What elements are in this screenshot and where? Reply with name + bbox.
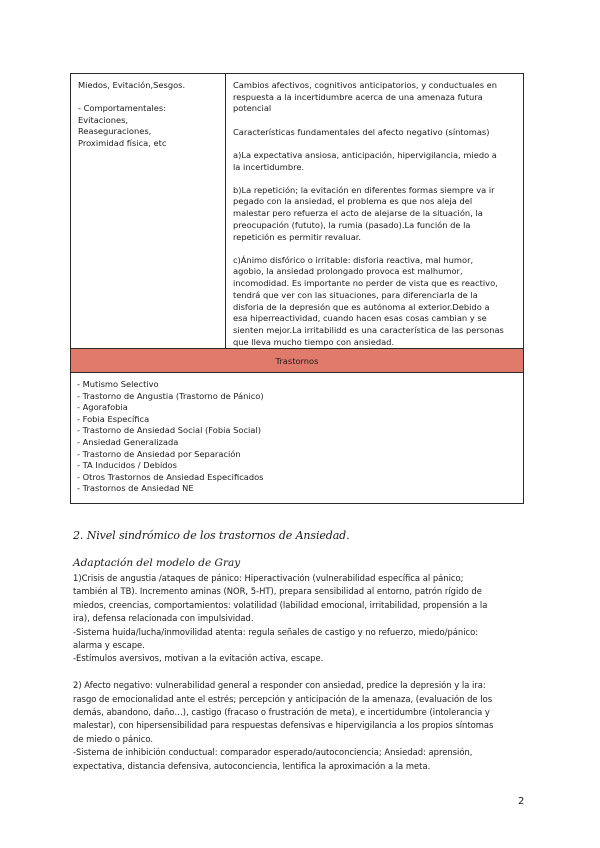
paragraph-line: 1)Crisis de angustia /ataques de pánico: Hiperactivación (vulnerabilidad específica al pánico; [73,573,464,583]
paragraph-line: 2) Afecto negativo: vulnerabilidad general a responder con ansiedad, predice la depresión y la ira: [73,680,486,691]
right-line: potencial [233,103,272,114]
list-item: - Trastorno de Angustia (Trastorno de Pánico) [77,390,264,401]
list-item: - Mutismo Selectivo [77,379,159,389]
paragraph-line: miedos, creencias, comportamientos: volatilidad (labilidad emocional, irritabilidad, propensión a la [73,599,488,610]
paragraph-line: malestar), con hipersensibilidad para respuestas defensivas e hipervigilancia a los propios síntomas [73,720,494,731]
right-line: b)La repetición; la evitación en diferentes formas siempre va ir [233,184,495,195]
right-line: la incertidumbre. [233,161,305,172]
right-line: incomodidad. Es importante no perder de vista que es reactivo, [233,278,498,289]
paragraph-line: -Sistema de inhibición conductual: comparador esperado/autoconciencia; Ansiedad: aprensión, [73,747,473,758]
left-cell-line: - Comportamentales: [78,103,166,113]
list-item: - Trastornos de Ansiedad NE [77,483,194,494]
right-line: repetición es permitir revaluar. [233,231,362,242]
left-cell-line: Evitaciones, [78,114,129,125]
paragraph-line: demás, abandono, daño…), castigo (fracaso o frustración de meta), e incertidumbre (intolerancia y [73,707,490,718]
right-line: Características fundamentales del afecto negativo (síntomas) [233,126,490,137]
left-cell-line: Reaseguraciones, [78,126,152,136]
band-title: Trastornos [275,355,319,366]
paragraph-line: ira), defensa relacionada con impulsividad. [73,613,254,624]
list-item: - Otros Trastornos de Ansiedad Especificados [77,471,264,482]
left-cell [71,74,226,348]
list-item: - TA Inducidos / Debidos [77,460,177,471]
paragraph-line: de miedo o pánico. [73,733,153,744]
paragraph-line: también al TB). Incremento aminas (NOR, 5-HT), prepara sensibilidad al entorno, patrón rígido de [73,586,482,597]
right-line: a)La expectativa ansiosa, anticipación, hipervigilancia, miedo a [233,149,497,160]
right-line: preocupación (fututo), la rumia (pasado).La función de la [233,219,471,230]
right-line: sienten mejor.La irritabilidd es una característica de las personas [233,324,504,335]
section-heading: 2. Nivel sindrómico de los trastornos de Ansiedad. [73,529,350,542]
right-line: esa hiperreactividad, cuando hacen esas cosas cambian y se [233,313,487,324]
list-item: - Agorafobia [77,402,128,413]
disorders-list [71,373,523,503]
left-cell-line: Proximidad física, etc [78,137,167,148]
paragraph-line: expectativa, distancia defensiva, autoconciencia, lentifica la aproximación a la meta. [73,760,431,771]
right-line: Cambios afectivos, cognitivos anticipatorios, y conductuales en [233,80,498,90]
right-cell [226,74,523,348]
table-row [71,74,523,349]
list-item: - Ansiedad Generalizada [77,436,179,447]
trastornos-band [71,349,523,373]
summary-table [70,73,524,504]
list-item: - Trastorno de Ansiedad por Separación [77,448,241,459]
right-line: tendrá que ver con las situaciones, para diferenciarla de la [233,289,478,300]
paragraph-line: alarma y escape. [73,640,145,651]
right-line: agobio, la ansiedad prolongado provoca est malhumor, [233,266,463,277]
left-cell-title: Miedos, Evitación,Sesgos. [78,80,186,90]
paragraph-line: rasgo de emocionalidad ante el estrés; percepción y anticipación de la amenaza, (evaluación de los [73,693,493,704]
right-line: malestar pero refuerza el acto de alejarse de la situación, la [233,208,483,219]
subheading: Adaptación del modelo de Gray [73,557,241,569]
right-line: pegado con la ansiedad, el problema es que nos aleja del [233,196,473,207]
right-line: disforia de la depresión que es autónoma al exterior.Debido a [233,301,490,312]
paragraph-line: -Estímulos aversivos, motivan a la evitación activa, escape. [73,653,324,664]
list-item: - Trastorno de Ansiedad Social (Fobia Social) [77,425,261,436]
body-text [73,572,525,773]
right-line: c)Ánimo disfórico o irritable: disforia reactiva, mal humor, [233,254,474,265]
page-number: 2 [518,796,525,807]
paragraph-line: -Sistema huida/lucha/inmovilidad atenta: regula señales de castigo y no refuerzo, miedo/pánico: [73,626,479,637]
right-line: que lleva mucho tiempo con ansiedad. [233,336,395,347]
list-item: - Fobia Específica [77,413,150,424]
right-line: respuesta a la incertidumbre acerca de una amenaza futura [233,91,483,102]
